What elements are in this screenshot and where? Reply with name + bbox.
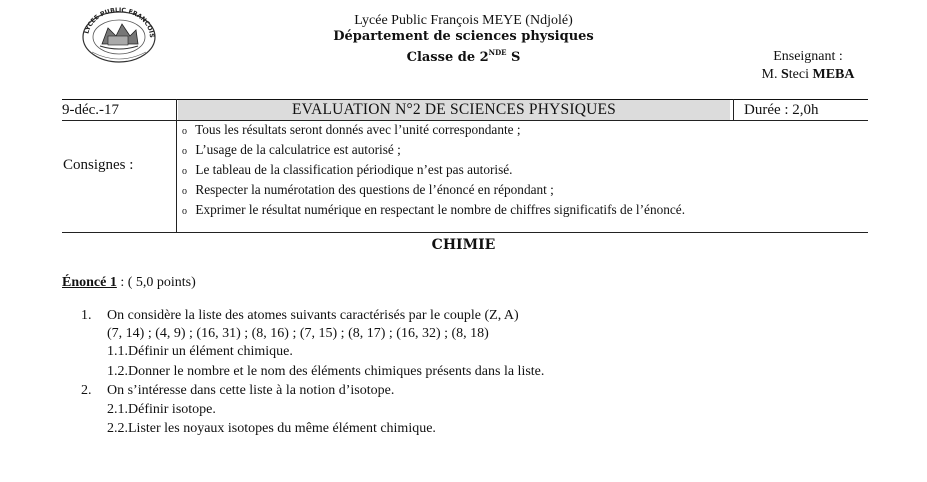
class-suffix: S [506, 50, 521, 65]
section-heading: CHIMIE [431, 237, 496, 253]
teacher-label: Enseignant : [773, 49, 843, 64]
school-name: Lycée Public François MEYE (Ndjolé) [354, 13, 573, 28]
exam-date: 9-déc.-17 [62, 102, 120, 118]
teacher-prefix: M. [761, 67, 781, 82]
department-name: Département de sciences physiques [333, 29, 594, 44]
bullet-icon: o [182, 126, 187, 137]
instruction-item: o Le tableau de la classification périodique n’est pas autorisé. [182, 161, 685, 181]
table-column-divider [176, 99, 177, 233]
teacher-initial: S [780, 67, 789, 82]
instruction-item: o Exprimer le résultat numérique en respectant le nombre de chiffres significatifs de l’énoncé. [182, 201, 685, 221]
class-prefix: Classe de 2 [406, 50, 489, 65]
exam-title: EVALUATION N°2 DE SCIENCES PHYSIQUES [292, 101, 616, 118]
teacher-name [748, 66, 868, 84]
exam-duration: Durée : 2,0h [744, 102, 819, 118]
consignes-label: Consignes : [63, 157, 134, 173]
question-text: On s’intéresse dans cette liste à la notion d’isotope. [107, 383, 395, 398]
table-column-divider [733, 99, 734, 120]
question-number: 1. [81, 308, 92, 323]
sub-question: 1.2.Donner le nombre et le nom des éléments chimiques présents dans la liste. [107, 364, 545, 379]
atom-list: (7, 14) ; (4, 9) ; (16, 31) ; (8, 16) ; (7, 15) ; (8, 17) ; (16, 32) ; (8, 18) [107, 326, 489, 341]
question-number: 2. [81, 383, 92, 398]
class-superscript: NDE [488, 48, 507, 57]
instruction-item: o Tous les résultats seront donnés avec l’unité correspondante ; [182, 121, 685, 141]
enonce-heading [62, 275, 196, 291]
instruction-item: o Respecter la numérotation des questions de l’énoncé en répondant ; [182, 181, 685, 201]
instructions-list [182, 121, 685, 221]
logo-text: LYCEE PUBLIC FRANCOIS [83, 6, 156, 39]
enonce-title: Énoncé 1 [62, 275, 117, 290]
sub-question: 2.2.Lister les noyaux isotopes du même élément chimique. [107, 421, 436, 436]
teacher-last-name: MEBA [812, 67, 855, 82]
instruction-item: o L’usage de la calculatrice est autorisé ; [182, 141, 685, 161]
bullet-icon: o [182, 206, 187, 217]
sub-question: 2.1.Définir isotope. [107, 402, 216, 417]
enonce-points: : ( 5,0 points) [116, 275, 196, 290]
bullet-icon: o [182, 146, 187, 157]
table-bottom-border [62, 232, 868, 233]
question-text: On considère la liste des atomes suivants caractérisés par le couple (Z, A) [107, 308, 519, 323]
bullet-icon: o [182, 166, 187, 177]
teacher-first-rest: teci [788, 67, 813, 82]
sub-question: 1.1.Définir un élément chimique. [107, 344, 293, 359]
teacher-block [748, 48, 868, 84]
bullet-icon: o [182, 186, 187, 197]
